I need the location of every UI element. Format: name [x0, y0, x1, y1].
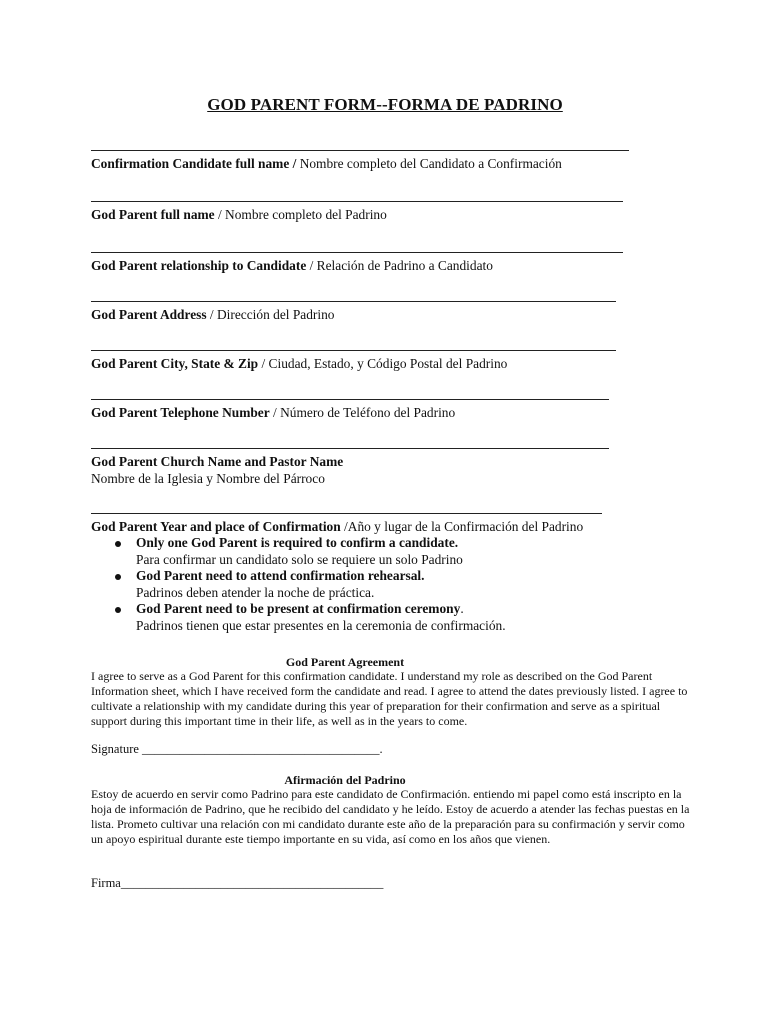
- godparent-relationship-line[interactable]: [91, 252, 623, 253]
- godparent-relationship-label: God Parent relationship to Candidate / Relación de Padrino a Candidato: [91, 258, 493, 273]
- godparent-church-label: God Parent Church Name and Pastor Name: [91, 454, 344, 469]
- godparent-city-field[interactable]: [91, 350, 616, 372]
- afirmacion-text: Estoy de acuerdo en servir como Padrino para este candidato de Confirmación. entiendo mi papel como está inscripto en la hoja de información de Padrino, que he recibido del candidato y he leído. Estoy de acuerdo a atender las fechas puestas en la lista. Prometo cultivar una relación con mi candidato durante este año de la preparación para su confirmación y servir como un apoyo espiritual durante este tiempo importante en su vida, así como en los años que vienen.: [91, 787, 690, 846]
- godparent-name-line[interactable]: [91, 201, 623, 202]
- godparent-phone-line[interactable]: [91, 399, 609, 400]
- godparent-church-line[interactable]: [91, 448, 609, 449]
- requirement-item: Only one God Parent is required to confirm a candidate. Para confirmar un candidato solo se requiere un solo Padrino: [91, 535, 691, 568]
- godparent-phone-label: God Parent Telephone Number / Número de Teléfono del Padrino: [91, 405, 456, 420]
- godparent-church-field[interactable]: [91, 448, 609, 487]
- agreement-text: I agree to serve as a God Parent for this confirmation candidate. I understand my role as described on the God Parent Information sheet, which I have received form the candidate and read. I agree to attend the dates previously listed. I agree to cultivate a relationship with my candidate during this year of preparation for their confirmation and serve as a spiritual support during this important time in their life, as well as in the years to come.: [91, 669, 688, 728]
- godparent-name-label: God Parent full name / Nombre completo del Padrino: [91, 207, 387, 222]
- firma-line[interactable]: Firma__________________________________________: [91, 876, 384, 890]
- form-title: GOD PARENT FORM--FORMA DE PADRINO: [207, 95, 563, 114]
- requirement-item: God Parent need to attend confirmation rehearsal. Padrinos deben atender la noche de práctica.: [91, 568, 691, 601]
- candidate-name-line[interactable]: [91, 150, 629, 151]
- godparent-phone-field[interactable]: [91, 399, 609, 421]
- requirement-item: God Parent need to be present at confirmation ceremony. Padrinos tienen que estar presentes en la ceremonia de confirmación.: [91, 601, 691, 634]
- godparent-relationship-field[interactable]: [91, 252, 623, 274]
- bullet-icon: [115, 574, 121, 580]
- godparent-name-field[interactable]: [91, 201, 623, 223]
- bullet-icon: [115, 541, 121, 547]
- godparent-confirmation-line[interactable]: [91, 513, 602, 514]
- requirements-list: [91, 535, 691, 634]
- candidate-name-label: Confirmation Candidate full name / Nombre completo del Candidato a Confirmación: [91, 156, 562, 171]
- signature-line[interactable]: Signature ______________________________________.: [91, 742, 383, 756]
- bullet-icon: [115, 607, 121, 613]
- godparent-church-label-es: Nombre de la Iglesia y Nombre del Párroco: [91, 471, 325, 486]
- candidate-name-field[interactable]: [91, 150, 629, 172]
- agreement-heading: God Parent Agreement: [285, 655, 405, 669]
- godparent-city-line[interactable]: [91, 350, 616, 351]
- godparent-address-label: God Parent Address / Dirección del Padrino: [91, 307, 335, 322]
- godparent-confirmation-label: God Parent Year and place of Confirmation /Año y lugar de la Confirmación del Padrino: [91, 519, 584, 534]
- afirmacion-heading: Afirmación del Padrino: [284, 773, 406, 787]
- godparent-address-line[interactable]: [91, 301, 616, 302]
- godparent-city-label: God Parent City, State & Zip / Ciudad, Estado, y Código Postal del Padrino: [91, 356, 508, 371]
- godparent-address-field[interactable]: [91, 301, 616, 323]
- godparent-confirmation-field[interactable]: [91, 513, 602, 535]
